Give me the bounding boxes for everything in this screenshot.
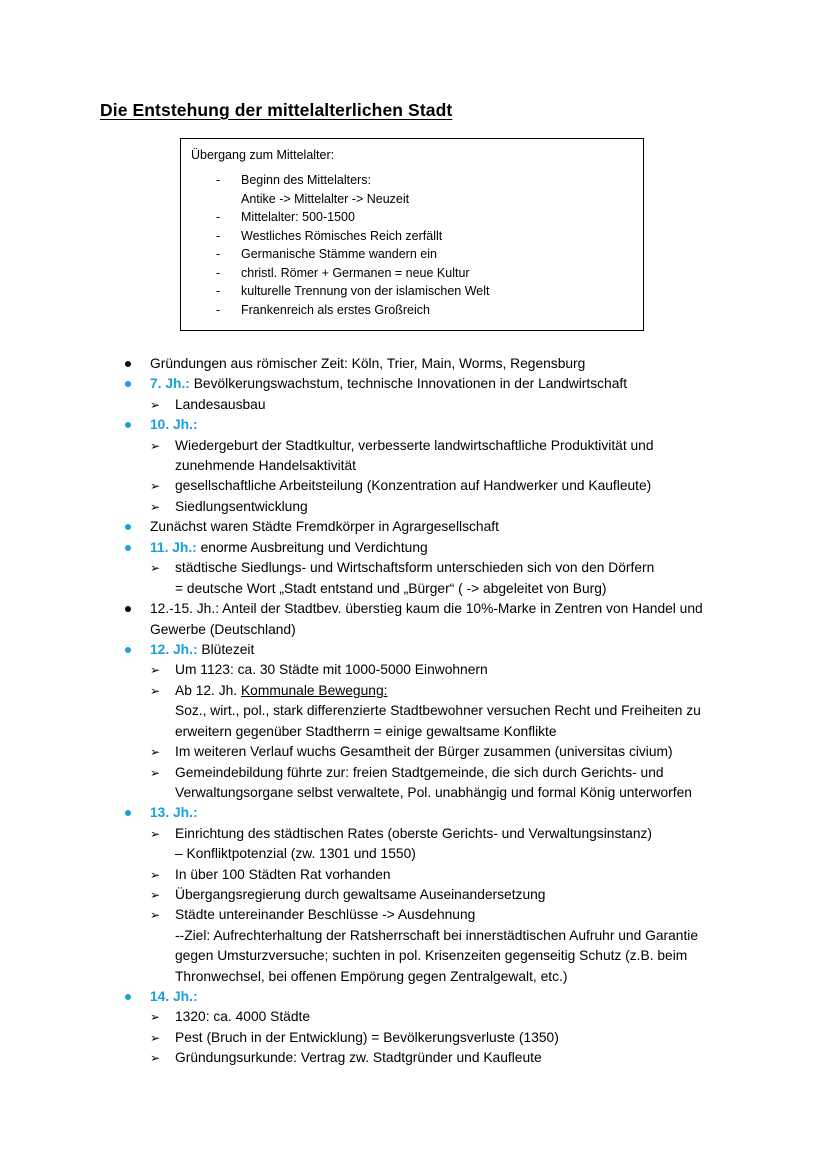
text-segment: durch gewaltsame Auseinandersetzung: [300, 887, 546, 902]
text-segment: gegen Umsturzversuche; suchten in pol. Krisenzeiten gegenseitig Schutz (z.B. beim: [175, 948, 688, 963]
text-line: [150, 416, 198, 434]
text-segment: 11. Jh.:: [150, 540, 197, 555]
text-line: [175, 927, 698, 945]
text-segment: Gründungen aus römischer Zeit: Köln, Trier, Main, Worms, Regensburg: [150, 356, 586, 371]
text-segment: 10. Jh.:: [150, 417, 198, 432]
text-segment: Wiedergeburt der Stadtkultur, verbesserte landwirtschaftliche Produktivität und: [175, 438, 654, 453]
bullet-icon: [125, 606, 131, 612]
text-line: [175, 498, 308, 516]
text-segment: Gewerbe (Deutschland): [150, 622, 296, 637]
text-line: [175, 457, 356, 475]
text-segment: und: [324, 540, 355, 555]
text-segment: 1320: ca. 4000 Städte: [175, 1009, 311, 1024]
text-line: [150, 539, 428, 557]
arrow-bullet-icon: ➢: [150, 1031, 161, 1045]
bullet-icon: [125, 524, 131, 530]
text-line: [175, 1008, 310, 1026]
bullet-icon: [125, 647, 131, 653]
arrow-bullet-icon: ➢: [150, 561, 161, 575]
arrow-bullet-icon: ➢: [150, 888, 161, 902]
text-segment: Pest: [175, 1030, 203, 1045]
text-line: [175, 764, 664, 782]
text-line: [150, 355, 585, 373]
text-segment: Ab 12. Jh.: [175, 683, 241, 698]
page-title: Die Entstehung der mittelalterlichen Stadt: [100, 100, 453, 120]
bullet-icon: [125, 422, 131, 428]
text-line: [175, 784, 692, 802]
text-line: [175, 866, 391, 884]
text-segment: Siedlungsentwicklung: [175, 499, 308, 514]
text-segment: Städte untereinander Beschlüsse: [175, 907, 379, 922]
text-line: [150, 600, 703, 618]
text-segment: Ausbreitung: [250, 540, 325, 555]
text-segment: In über 100 Städten Rat vorhanden: [175, 867, 391, 882]
box-item-text: Antike -> Mittelalter -> Neuzeit: [241, 191, 410, 206]
text-segment: Landesausbau: [175, 397, 266, 412]
box-dash: -: [216, 265, 221, 280]
arrow-bullet-icon: ➢: [150, 827, 161, 841]
text-line: [175, 825, 652, 843]
box-item-text: kulturelle Trennung von der islamischen Welt: [241, 284, 490, 298]
bullet-icon: [125, 810, 131, 816]
text-segment: -> Ausdehnung: [378, 907, 476, 922]
text-segment: zunehmende Handelsaktivität: [175, 458, 357, 473]
text-line: [150, 375, 627, 393]
text-segment: Gemeindebildung: [175, 765, 284, 780]
arrow-bullet-icon: ➢: [150, 663, 161, 677]
arrow-bullet-icon: ➢: [150, 439, 161, 453]
box-dash: -: [216, 173, 221, 187]
arrow-bullet-icon: ➢: [150, 745, 161, 759]
text-segment: städtische Siedlungs- und Wirtschaftsform unterschieden sich von den Dörfern: [175, 560, 655, 575]
box-dash: -: [216, 228, 221, 243]
text-line: [175, 580, 607, 598]
text-segment: – Konfliktpotenzial (zw. 1301 und 1550): [175, 846, 416, 861]
text-line: [175, 845, 416, 863]
info-box-heading: Übergang zum Mittelalter:: [191, 148, 335, 162]
text-line: [175, 477, 651, 495]
text-segment: Übergangsregierung: [175, 887, 301, 902]
text-segment: Im weiteren Verlauf wuchs Gesamtheit der Bürger zusammen (universitas civium): [175, 744, 673, 759]
box-dash: -: [216, 284, 221, 298]
text-segment: Um 1123: ca. 30 Städte mit 1000-5000 Einwohnern: [175, 662, 488, 677]
text-segment: Bevölkerungswachstum, technische Innovationen: [193, 376, 496, 391]
box-dash: -: [216, 302, 221, 317]
text-line: [175, 437, 654, 455]
text-segment: Verdichtung: [354, 540, 428, 555]
text-segment: (oberste Gerichts- und Verwaltungsinstanz): [383, 826, 653, 841]
box-dash: -: [216, 247, 221, 261]
text-line: [175, 559, 654, 577]
text-segment: 14. Jh.:: [150, 989, 198, 1004]
text-line: [175, 682, 387, 700]
text-line: [175, 396, 266, 414]
text-segment: 12.-15. Jh.: Anteil der Stadtbev. überstieg kaum die 10%-Marke in Zentren von Handel und: [150, 601, 703, 616]
text-segment: Blütezeit: [201, 642, 255, 657]
text-line: [150, 641, 254, 659]
box-item-text: christl. Römer + Germanen = neue Kultur: [241, 265, 470, 280]
text-segment: Soz., wirt., pol., stark differenzierte Stadtbewohner versuchen Recht und Freiheiten zu: [175, 703, 701, 718]
text-segment: in der Landwirtschaft: [495, 376, 628, 391]
text-segment: 12. Jh.:: [150, 642, 198, 657]
text-segment: 7. Jh.:: [150, 376, 190, 391]
arrow-bullet-icon: ➢: [150, 398, 161, 412]
text-line: [150, 988, 198, 1006]
text-line: [175, 661, 488, 679]
box-dash: -: [216, 210, 221, 224]
text-segment: = deutsche Wort „Stadt entstand und „Bürger“ ( -> abgeleitet von Burg): [175, 581, 607, 596]
text-line: [175, 723, 557, 741]
text-line: [150, 518, 499, 536]
text-line: [175, 906, 475, 924]
arrow-bullet-icon: ➢: [150, 479, 161, 493]
bullet-icon: [125, 994, 131, 1000]
text-segment: --Ziel: Aufrechterhaltung der Ratsherrschaft bei innerstädtischen Aufruhr und Garantie: [175, 928, 699, 943]
text-segment: führte zur: freien Stadtgemeinde, die sich durch Gerichts- und: [283, 765, 664, 780]
text-segment: Zunächst waren Städte Fremdkörper in Agrargesellschaft: [150, 519, 499, 534]
text-segment: erweitern gegenüber Stadtherrn = einige gewaltsame Konflikte: [175, 724, 557, 739]
arrow-bullet-icon: ➢: [150, 500, 161, 514]
arrow-bullet-icon: ➢: [150, 684, 161, 698]
text-line: [150, 804, 198, 822]
text-segment: 13. Jh.:: [150, 805, 198, 820]
box-item-text: Beginn des Mittelalters:: [241, 173, 371, 187]
bullet-icon: [125, 381, 131, 387]
text-line: [175, 947, 687, 965]
bullet-icon: [125, 361, 131, 367]
text-segment: (Konzentration auf Handwerker und Kaufleute): [362, 478, 652, 493]
arrow-bullet-icon: ➢: [150, 1010, 161, 1024]
arrow-bullet-icon: ➢: [150, 908, 161, 922]
text-line: [175, 886, 545, 904]
box-item-text: Westliches Römisches Reich zerfällt: [241, 228, 443, 243]
text-segment: Gründungsurkunde: Vertrag zw. Stadtgründer und Kaufleute: [175, 1050, 542, 1065]
text-segment: Thronwechsel, bei offenen Empörung gegen Zentralgewalt, etc.): [175, 969, 568, 984]
arrow-bullet-icon: ➢: [150, 1051, 161, 1065]
text-segment: Kommunale Bewegung:: [240, 683, 388, 698]
text-line: [175, 968, 567, 986]
bullet-icon: [125, 545, 131, 551]
arrow-bullet-icon: ➢: [150, 868, 161, 882]
box-item-text: Mittelalter: 500-1500: [241, 210, 355, 224]
text-segment: Verwaltungsorgane selbst verwaltete, Pol. unabhängig und formal König unterworfen: [175, 785, 692, 800]
text-line: [175, 1029, 559, 1047]
box-item-text: Germanische Stämme wandern ein: [241, 247, 437, 261]
text-line: [150, 621, 296, 639]
box-item-text: Frankenreich als erstes Großreich: [241, 302, 430, 317]
text-segment: enorme: [196, 540, 251, 555]
text-segment: (Bruch in der Entwicklung) = Bevölkerungsverluste (1350): [202, 1030, 559, 1045]
text-line: [175, 702, 701, 720]
text-line: [175, 1049, 542, 1067]
text-segment: gesellschaftliche Arbeitsteilung: [175, 478, 363, 493]
arrow-bullet-icon: ➢: [150, 766, 161, 780]
text-segment: Einrichtung des städtischen Rates: [175, 826, 384, 841]
text-line: [175, 743, 673, 761]
